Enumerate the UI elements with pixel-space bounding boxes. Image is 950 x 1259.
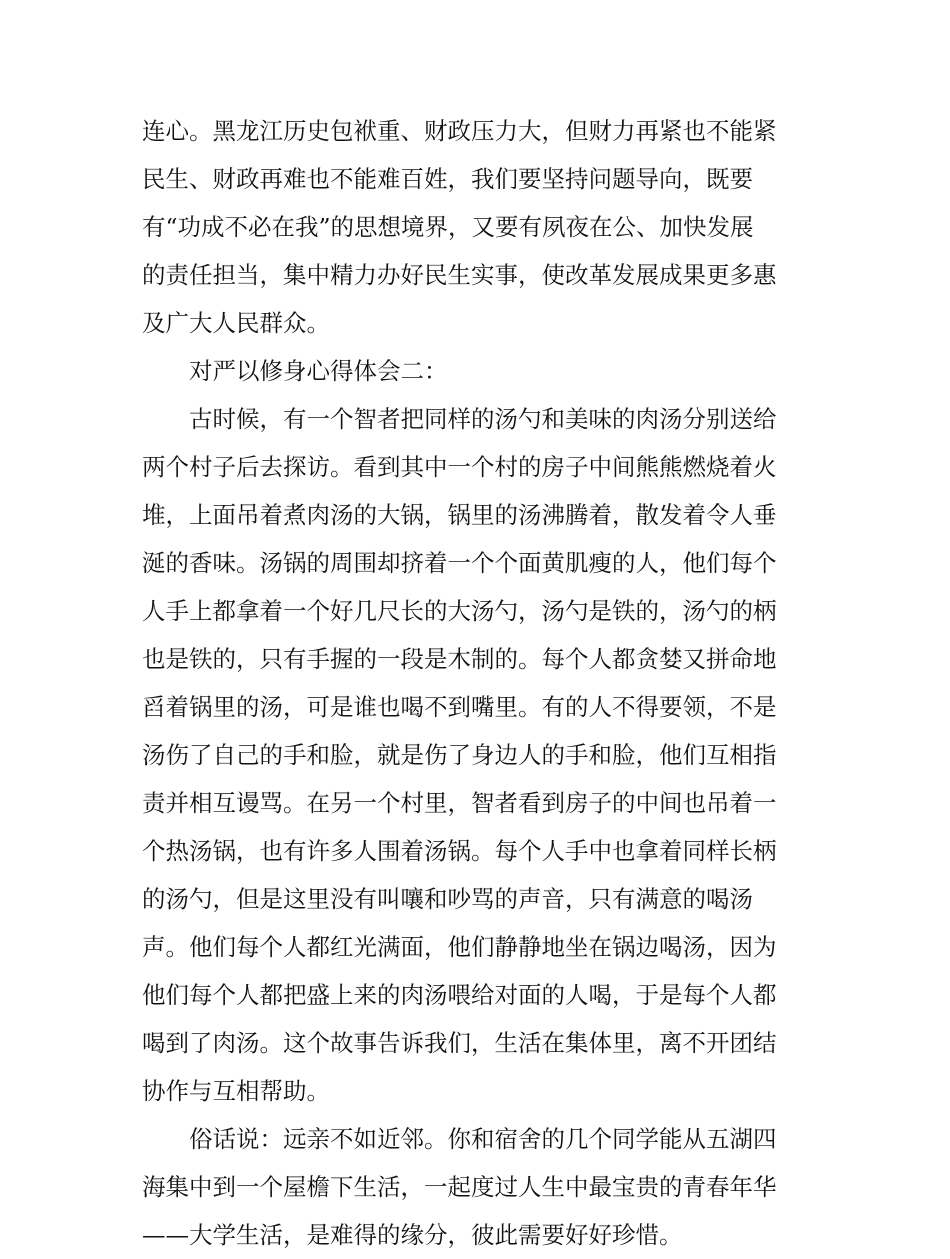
- text-line: 连心。黑龙江历史包袱重、财政压力大，但财力再紧也不能紧: [142, 117, 777, 145]
- text-line: 海集中到一个屋檐下生活，一起度过人生中最宝贵的青春年华: [142, 1173, 777, 1201]
- text-line: 涎的香味。汤锅的周围却挤着一个个面黄肌瘦的人，他们每个: [142, 549, 777, 577]
- document-body: [142, 107, 822, 1259]
- text-line: 有“功成不必在我”的思想境界，又要有夙夜在公、加快发展: [142, 213, 754, 241]
- text-line: 喝到了肉汤。这个故事告诉我们，生活在集体里，离不开团结: [142, 1029, 777, 1057]
- text-line: 的责任担当，集中精力办好民生实事，使改革发展成果更多惠: [142, 261, 777, 289]
- text-line: 堆，上面吊着煮肉汤的大锅，锅里的汤沸腾着，散发着令人垂: [142, 501, 777, 529]
- text-line: 古时候，有一个智者把同样的汤勺和美味的肉汤分别送给: [189, 405, 777, 433]
- text-line: 汤伤了自己的手和脸，就是伤了身边人的手和脸，他们互相指: [142, 741, 777, 769]
- text-line: 声。他们每个人都红光满面，他们静静地坐在锅边喝汤，因为: [142, 933, 777, 961]
- text-line: 他们每个人都把盛上来的肉汤喂给对面的人喝，于是每个人都: [142, 981, 777, 1009]
- text-line: 的汤勺，但是这里没有叫嚷和吵骂的声音，只有满意的喝汤: [142, 885, 753, 913]
- text-line: 舀着锅里的汤，可是谁也喝不到嘴里。有的人不得要领，不是: [142, 693, 777, 721]
- text-line: 及广大人民群众。: [142, 309, 330, 337]
- text-line: 两个村子后去探访。看到其中一个村的房子中间熊熊燃烧着火: [142, 453, 777, 481]
- text-line: 协作与互相帮助。: [142, 1077, 330, 1105]
- text-line: 个热汤锅，也有许多人围着汤锅。每个人手中也拿着同样长柄: [142, 837, 777, 865]
- text-line: 责并相互谩骂。在另一个村里，智者看到房子的中间也吊着一: [142, 789, 777, 817]
- text-line: 民生、财政再难也不能难百姓，我们要坚持问题导向，既要: [142, 165, 753, 193]
- section-heading: 对严以修身心得体会二：: [189, 357, 448, 385]
- text-line: 人手上都拿着一个好几尺长的大汤勺，汤勺是铁的，汤勺的柄: [142, 597, 777, 625]
- text-line: 也是铁的，只有手握的一段是木制的。每个人都贪婪又拼命地: [142, 645, 777, 673]
- text-line: ——大学生活，是难得的缘分，彼此需要好好珍惜。: [142, 1221, 683, 1249]
- text-line: 俗话说：远亲不如近邻。你和宿舍的几个同学能从五湖四: [189, 1125, 777, 1153]
